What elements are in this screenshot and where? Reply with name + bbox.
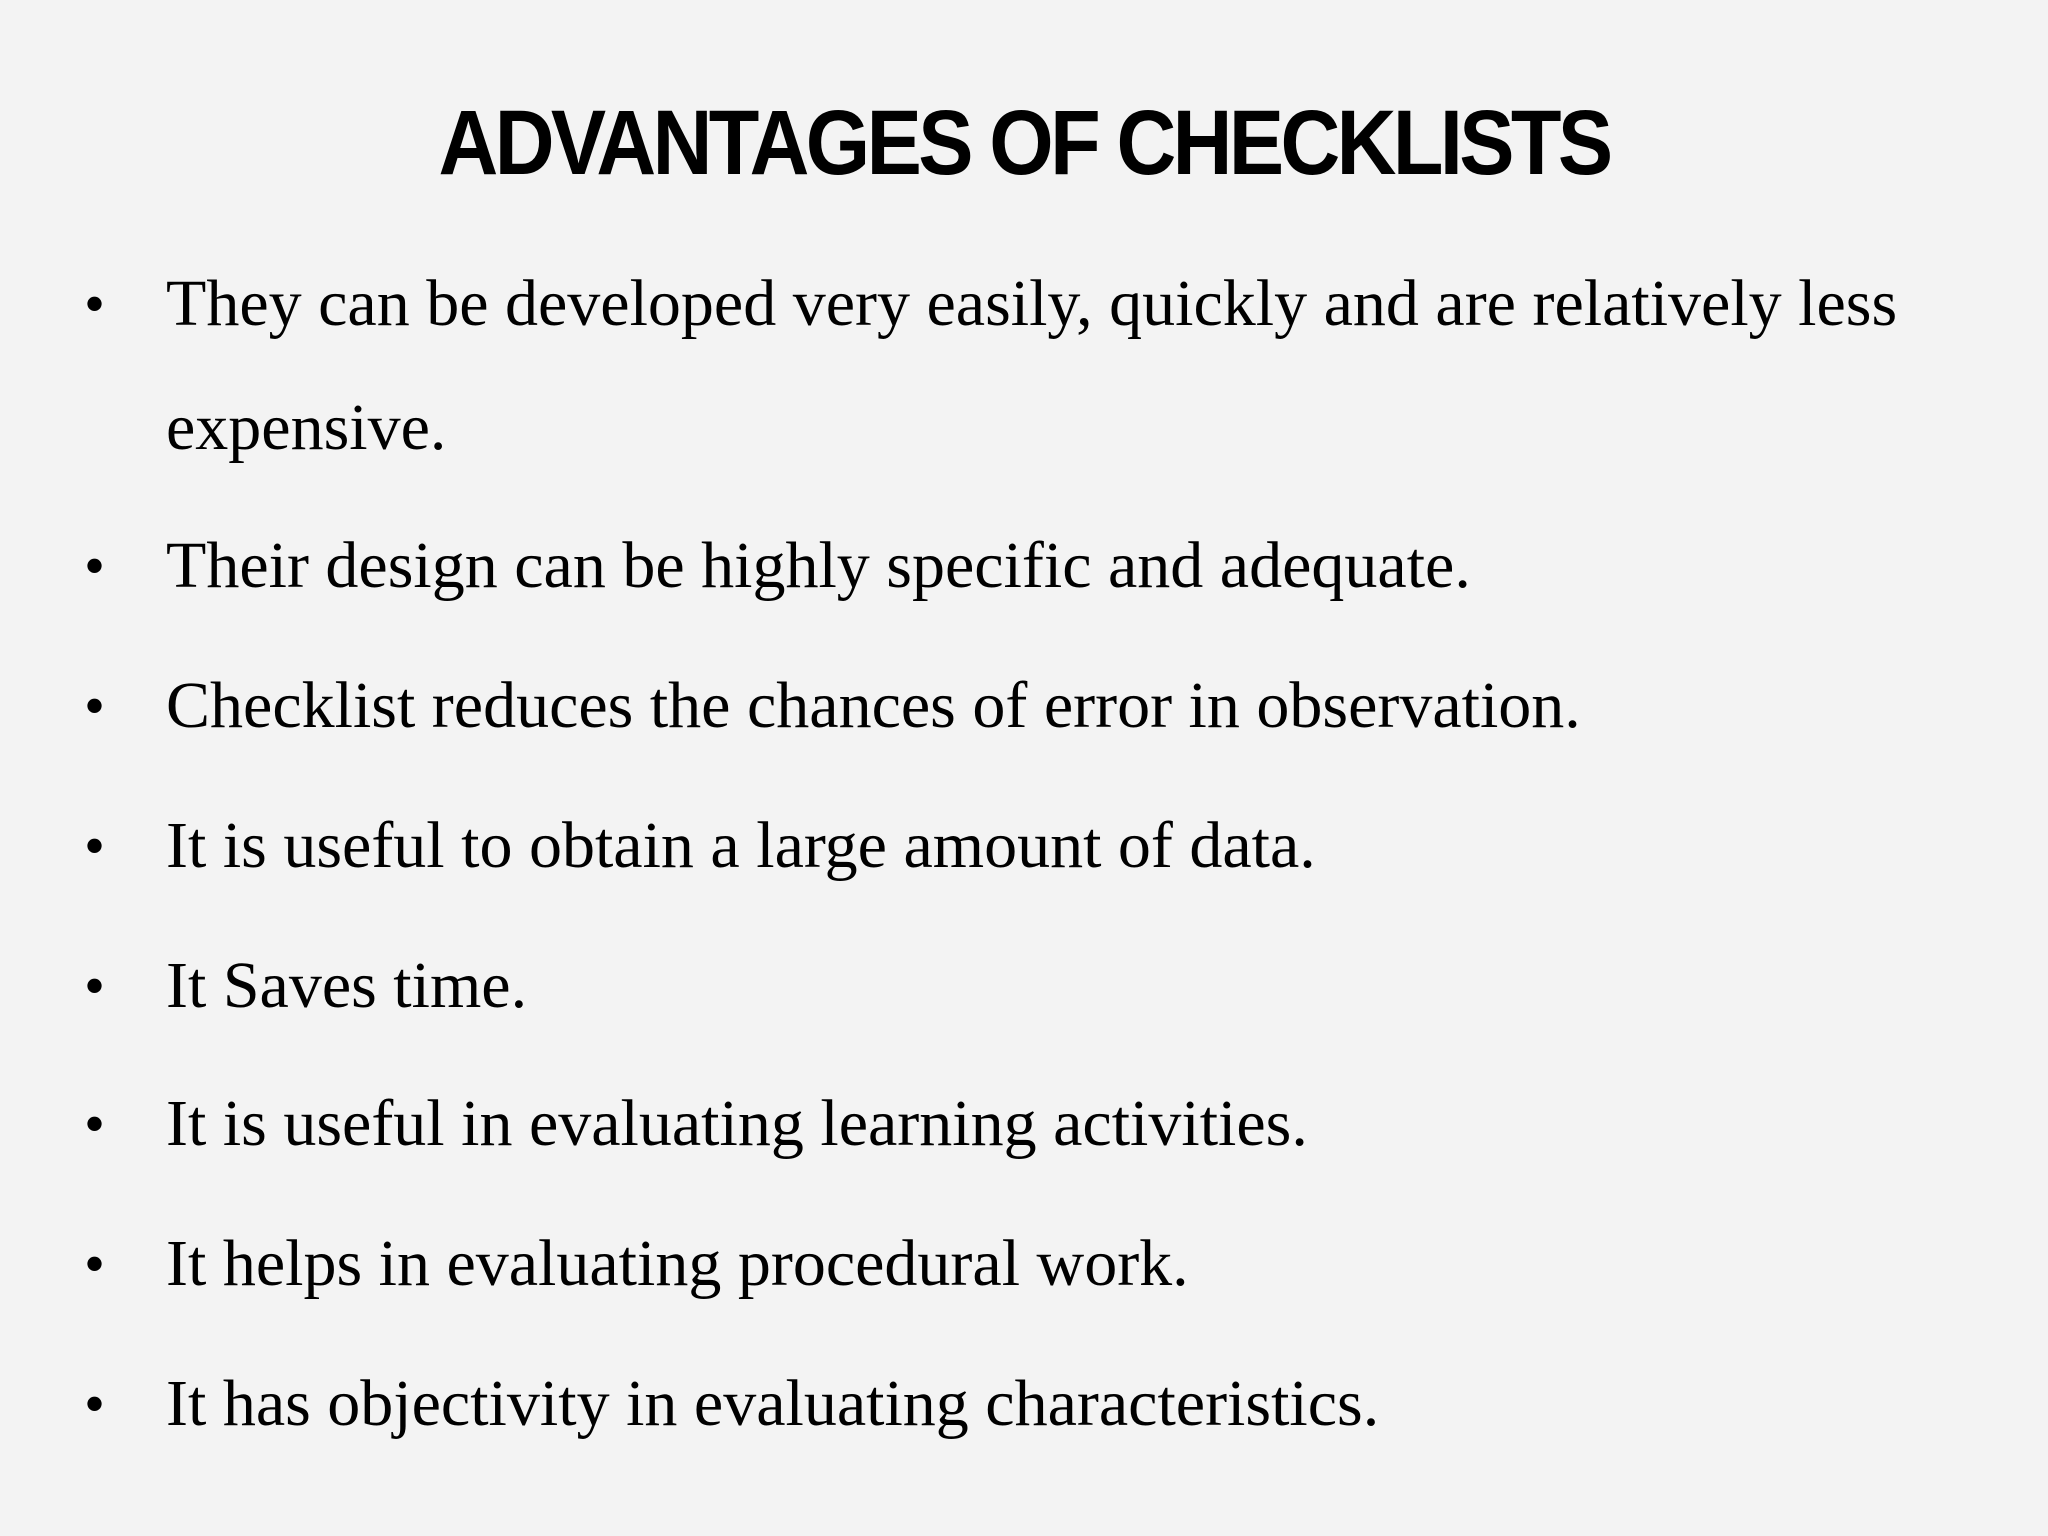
bullet-text: It has objectivity in evaluating characteristics. <box>166 1367 1380 1440</box>
bullet-text: Their design can be highly specific and adequate. <box>166 529 1471 602</box>
bullet-icon: • <box>84 673 106 739</box>
bullet-text: It is useful in evaluating learning activities. <box>166 1087 1308 1160</box>
bullet-text: It helps in evaluating procedural work. <box>166 1227 1189 1300</box>
slide-title: ADVANTAGES OF CHECKLISTS <box>438 92 1610 194</box>
bullet-text: It Saves time. <box>166 949 528 1022</box>
bullet-text: It is useful to obtain a large amount of data. <box>166 809 1316 882</box>
bullet-text: Checklist reduces the chances of error in observation. <box>166 669 1581 742</box>
bullet-text: They can be developed very easily, quickly and are relatively less expensive. <box>166 267 1898 464</box>
bullet-icon: • <box>84 953 106 1019</box>
bullet-icon: • <box>84 1231 106 1297</box>
bullet-icon: • <box>84 1371 106 1437</box>
bullet-icon: • <box>84 813 106 879</box>
bullet-icon: • <box>84 533 106 599</box>
bullet-icon: • <box>84 271 106 337</box>
bullet-icon: • <box>84 1091 106 1157</box>
